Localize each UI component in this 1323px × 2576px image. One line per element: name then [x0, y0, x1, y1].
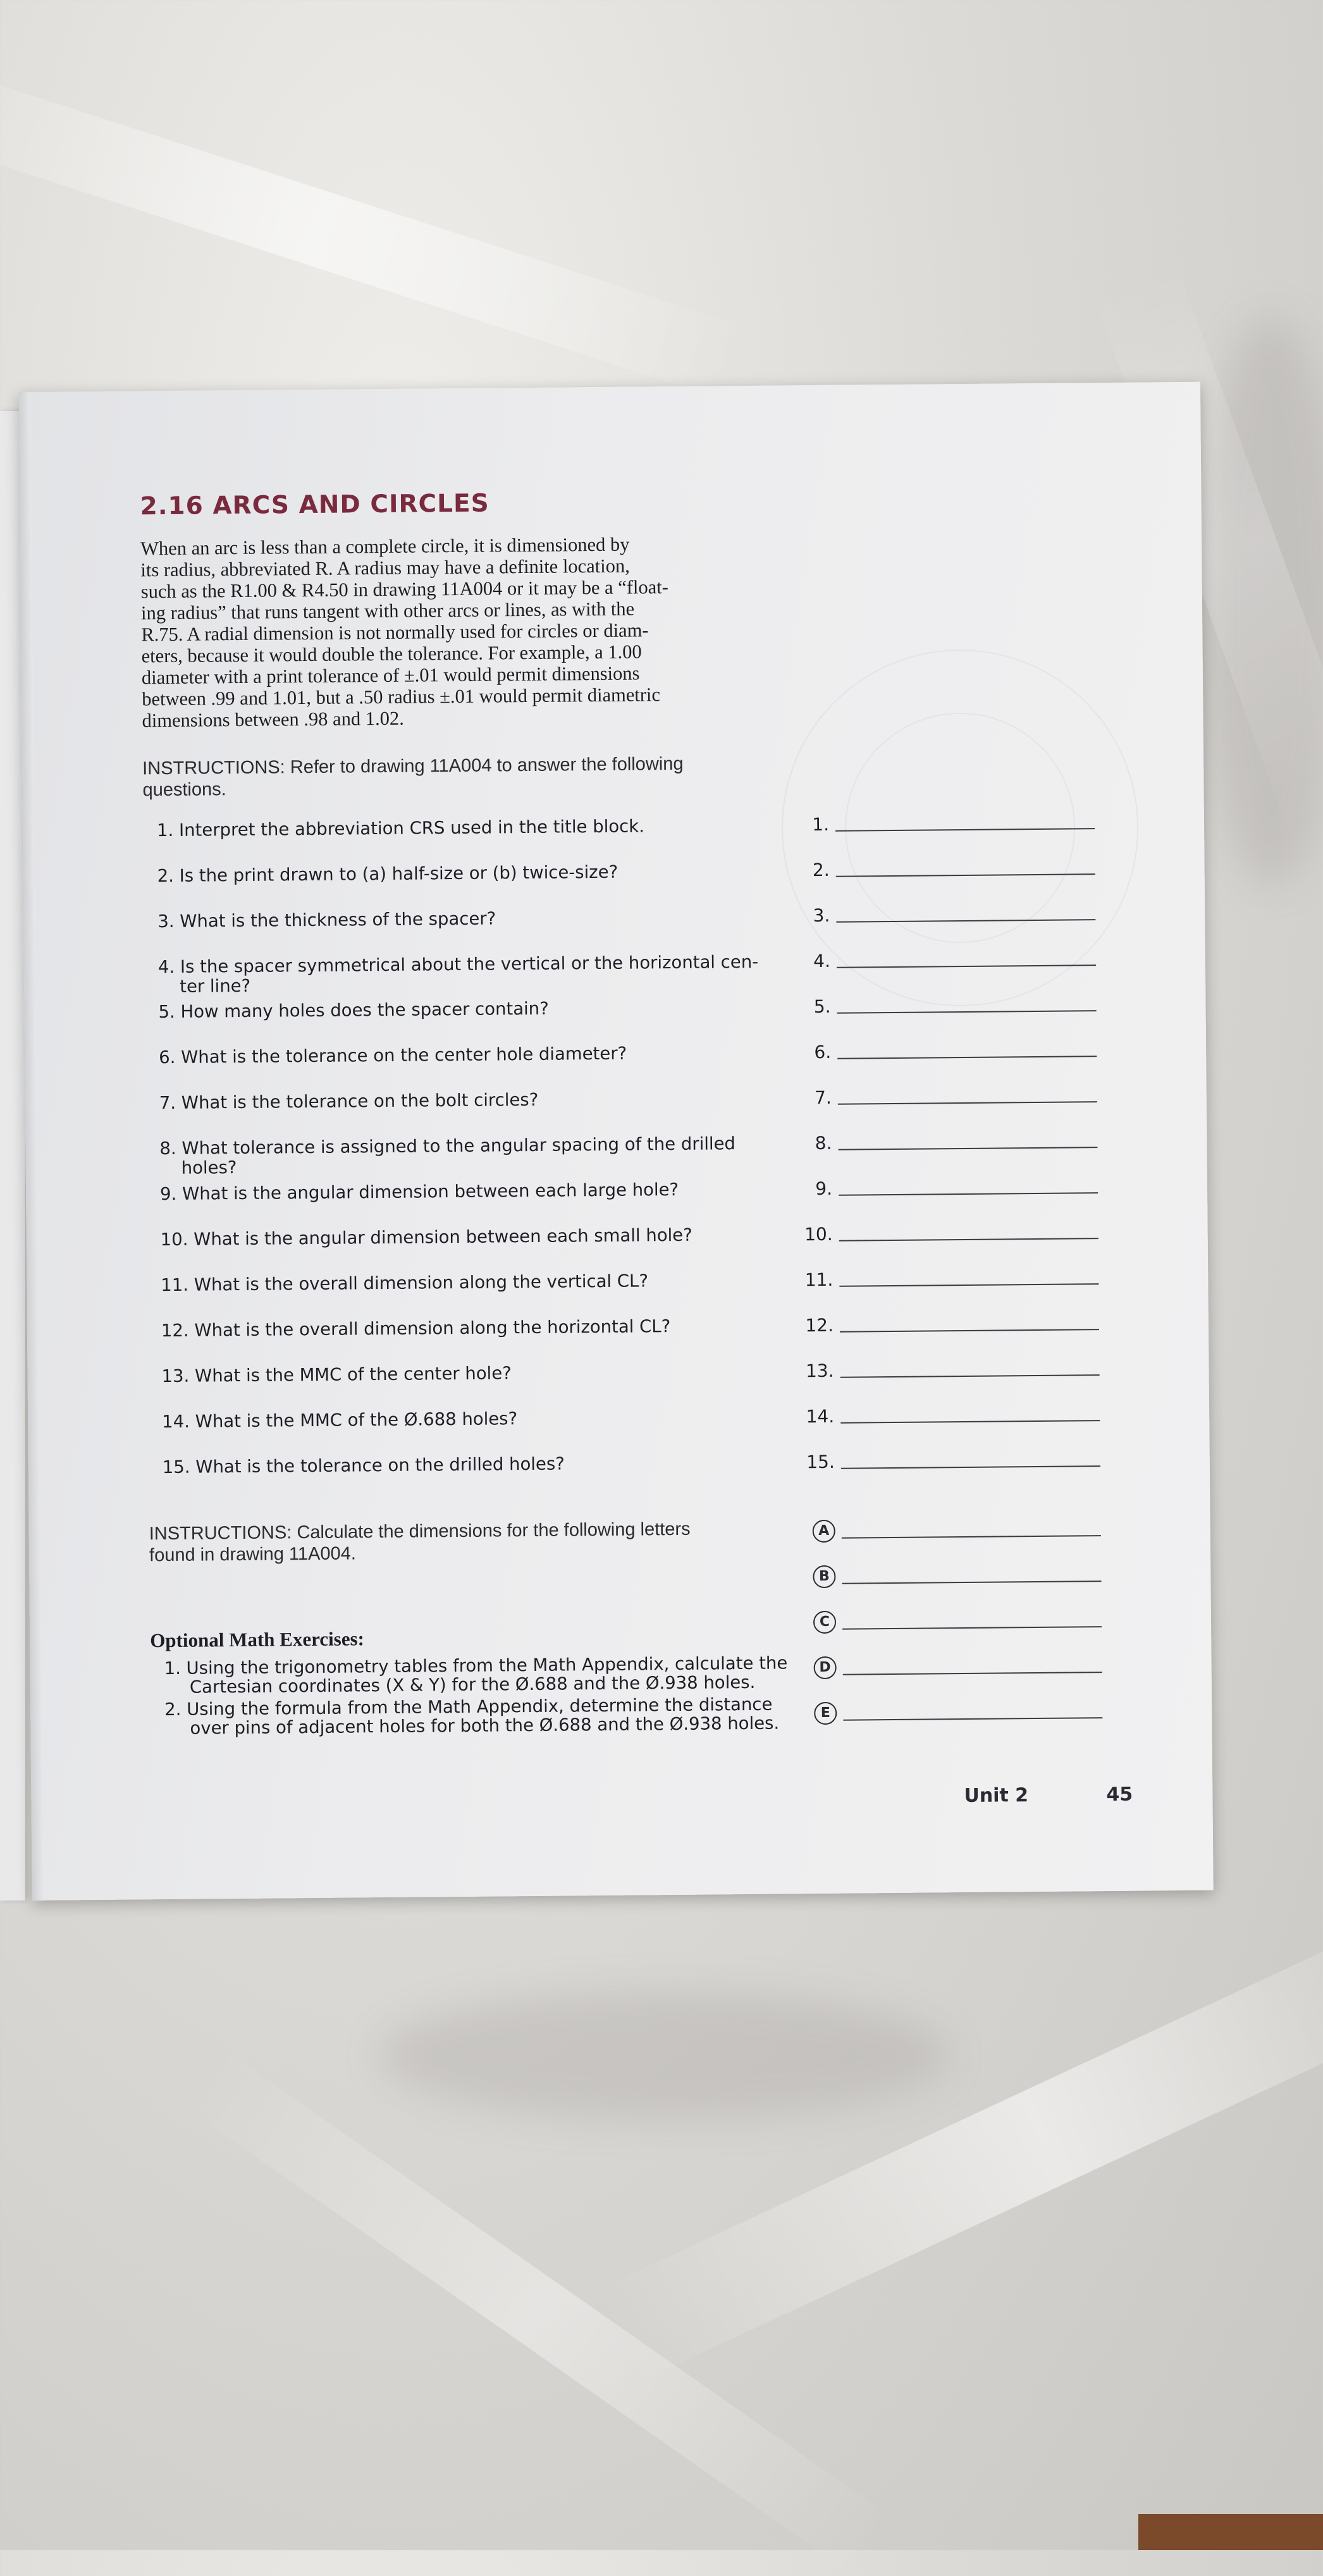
question-text: 14. What is the MMC of the Ø.688 holes?	[162, 1408, 518, 1433]
optional-text: over pins of adjacent holes for both the Ø.688 and the Ø.938 holes.	[190, 1713, 780, 1739]
answer-line[interactable]	[839, 1283, 1098, 1287]
answer-line[interactable]	[839, 1238, 1098, 1242]
question-4	[158, 952, 766, 997]
question-text: 8. What tolerance is assigned to the angular spacing of the drilled	[159, 1133, 736, 1159]
question-text: 5. How many holes does the spacer contain?	[158, 998, 549, 1023]
answer-label: 4.	[813, 950, 831, 972]
answer-blank-14[interactable]	[803, 1403, 1100, 1427]
circled-letter-icon: C	[813, 1611, 836, 1634]
question-14	[162, 1407, 769, 1432]
question-text: 2. Is the print drawn to (a) half-size or (b) twice-size?	[157, 861, 618, 887]
answer-line[interactable]	[839, 1192, 1098, 1196]
question-9	[160, 1180, 767, 1204]
answer-line[interactable]	[840, 1329, 1099, 1333]
question-text: 15. What is the tolerance on the drilled holes?	[162, 1453, 565, 1478]
circled-letter-icon: D	[813, 1656, 836, 1679]
answer-blank-D[interactable]	[805, 1655, 1102, 1679]
question-2	[157, 861, 765, 886]
answer-blank-10[interactable]	[801, 1221, 1098, 1245]
answer-line[interactable]	[835, 828, 1095, 832]
answer-blank-5[interactable]	[799, 994, 1096, 1018]
answer-label: 6.	[814, 1041, 832, 1063]
answer-line[interactable]	[843, 1717, 1102, 1721]
answer-blank-13[interactable]	[802, 1358, 1099, 1382]
question-text: 13. What is the MMC of the center hole?	[161, 1363, 512, 1387]
floor-corner	[1138, 2514, 1323, 2550]
question-text: 12. What is the overall dimension along the horizontal CL?	[161, 1316, 671, 1341]
question-text: 7. What is the tolerance on the bolt circles?	[159, 1089, 539, 1114]
answer-blank-12[interactable]	[802, 1312, 1099, 1336]
answer-line[interactable]	[840, 1374, 1100, 1378]
answer-blank-6[interactable]	[799, 1039, 1097, 1063]
optional-text: Cartesian coordinates (X & Y) for the Ø.688 and the Ø.938 holes.	[189, 1672, 756, 1698]
instructions-refer	[142, 753, 775, 801]
answer-label: 13.	[805, 1360, 834, 1382]
question-text: 6. What is the tolerance on the center hole diameter?	[159, 1043, 627, 1068]
question-text: 9. What is the angular dimension between each large hole?	[159, 1179, 679, 1205]
answer-label: 15.	[806, 1451, 835, 1473]
intro-line: R.75. A radial dimension is not normally used for circles or diam-	[141, 619, 649, 646]
answer-blank-3[interactable]	[798, 903, 1095, 927]
answer-blank-8[interactable]	[800, 1130, 1097, 1154]
section-title: 2.16 ARCS AND CIRCLES	[140, 489, 489, 521]
answer-label: 2.	[812, 859, 830, 881]
page-number: 45	[1106, 1783, 1133, 1806]
answer-label: 8.	[815, 1132, 832, 1154]
instructions-line: INSTRUCTIONS: Calculate the dimensions for the following letters	[149, 1519, 691, 1544]
instructions-line: found in drawing 11A004.	[149, 1543, 356, 1566]
question-6	[159, 1043, 766, 1068]
question-text: 4. Is the spacer symmetrical about the vertical or the horizontal cen-	[157, 951, 759, 978]
question-text: 11. What is the overall dimension along the vertical CL?	[161, 1271, 649, 1296]
question-text: 3. What is the thickness of the spacer?	[157, 908, 496, 932]
question-text: ter line?	[180, 975, 251, 997]
answer-blank-E[interactable]	[805, 1701, 1102, 1725]
instructions-calculate	[149, 1518, 782, 1567]
optional-item-2	[164, 1694, 791, 1738]
answer-line[interactable]	[837, 1010, 1097, 1014]
answer-label: 12.	[805, 1314, 834, 1336]
question-text: 1. Interpret the abbreviation CRS used in the title block.	[156, 816, 645, 841]
intro-line: ing radius” that runs tangent with other arcs or lines, as with the	[140, 598, 635, 624]
answer-blank-B[interactable]	[804, 1564, 1101, 1588]
footer-unit: Unit 2	[964, 1784, 1029, 1808]
question-11	[161, 1271, 768, 1295]
answer-label: 9.	[815, 1178, 833, 1200]
intro-line: such as the R1.00 & R4.50 in drawing 11A004 or it may be a “float-	[140, 576, 668, 603]
question-10	[161, 1225, 768, 1250]
answer-line[interactable]	[842, 1626, 1102, 1630]
answer-blank-11[interactable]	[801, 1267, 1098, 1291]
answer-blank-7[interactable]	[800, 1085, 1097, 1109]
answer-label: 14.	[806, 1405, 835, 1427]
question-15	[163, 1453, 770, 1477]
answer-label: 7.	[814, 1087, 832, 1109]
answer-line[interactable]	[840, 1420, 1100, 1424]
question-5	[158, 997, 765, 1022]
answer-line[interactable]	[843, 1672, 1102, 1675]
intro-line: its radius, abbreviated R. A radius may have a definite location,	[140, 555, 630, 581]
answer-label: 1.	[812, 813, 830, 835]
answer-label: 10.	[804, 1223, 833, 1245]
intro-line: When an arc is less than a complete circle, it is dimensioned by	[140, 533, 630, 560]
instructions-line: questions.	[142, 779, 226, 801]
answer-label: 3.	[813, 904, 830, 927]
circled-letter-icon: B	[813, 1565, 835, 1588]
circled-letter-icon: E	[814, 1702, 837, 1725]
answer-line[interactable]	[836, 919, 1095, 923]
optional-text: 2. Using the formula from the Math Appendix, determine the distance	[164, 1694, 773, 1720]
answer-line[interactable]	[841, 1465, 1100, 1469]
intro-line: between .99 and 1.01, but a .50 radius ±.01 would permit diametric	[142, 684, 661, 710]
answer-blank-15[interactable]	[803, 1449, 1100, 1473]
answer-blank-2[interactable]	[797, 857, 1095, 881]
question-8	[159, 1134, 767, 1178]
answer-line[interactable]	[842, 1535, 1101, 1539]
book-page	[19, 382, 1214, 1901]
intro-line: eters, because it would double the tolerance. For example, a 1.00	[141, 641, 642, 667]
optional-text: 1. Using the trigonometry tables from the Math Appendix, calculate the	[164, 1653, 788, 1679]
optional-heading: Optional Math Exercises:	[150, 1627, 365, 1652]
answer-blank-C[interactable]	[804, 1610, 1102, 1634]
answer-blank-9[interactable]	[801, 1176, 1098, 1200]
optional-item-1	[164, 1653, 790, 1697]
question-1	[157, 816, 764, 841]
answer-line[interactable]	[837, 964, 1096, 968]
question-12	[161, 1316, 768, 1341]
answer-label: 11.	[804, 1269, 834, 1291]
question-text: holes?	[181, 1157, 237, 1178]
intro-line: diameter with a print tolerance of ±.01 would permit dimensions	[141, 662, 640, 689]
answer-line[interactable]	[838, 1147, 1097, 1150]
question-7	[159, 1088, 766, 1113]
answer-line[interactable]	[838, 1101, 1097, 1105]
answer-blank-A[interactable]	[804, 1519, 1101, 1543]
answer-line[interactable]	[836, 873, 1095, 877]
answer-line[interactable]	[842, 1581, 1101, 1584]
instructions-line: INSTRUCTIONS: Refer to drawing 11A004 to answer the following	[142, 753, 684, 779]
answer-blank-4[interactable]	[799, 948, 1096, 972]
answer-label: 5.	[813, 995, 831, 1018]
question-3	[157, 907, 765, 932]
question-text: 10. What is the angular dimension between each small hole?	[160, 1224, 692, 1250]
intro-line: dimensions between .98 and 1.02.	[142, 707, 404, 732]
answer-line[interactable]	[837, 1056, 1097, 1059]
question-13	[161, 1362, 768, 1386]
circled-letter-icon: A	[813, 1520, 835, 1543]
intro-paragraph	[140, 533, 768, 732]
answer-blank-1[interactable]	[797, 811, 1095, 835]
